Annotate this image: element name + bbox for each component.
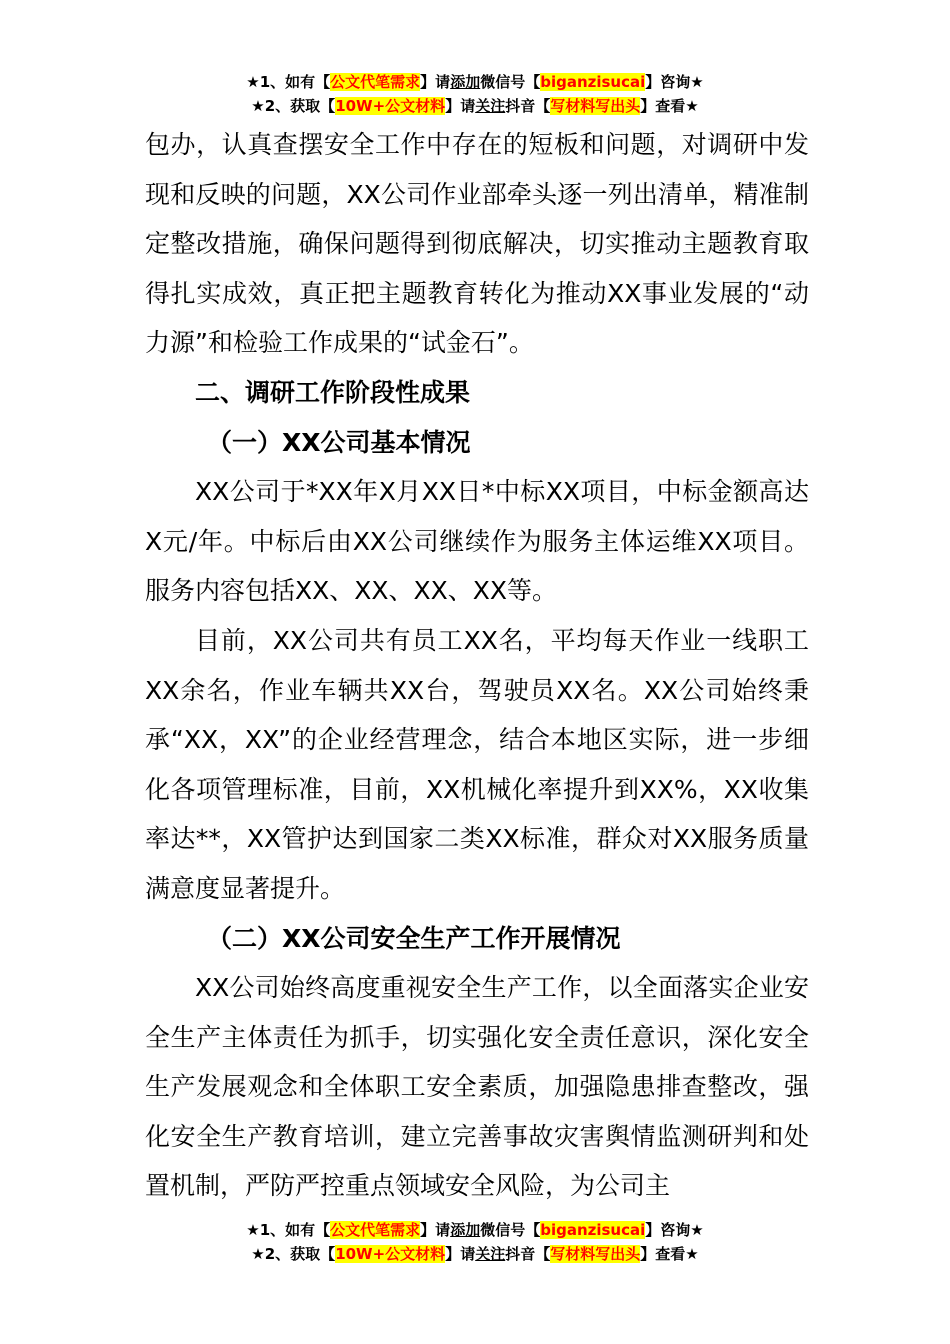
promo-banner-bottom	[0, 1218, 950, 1266]
promo-line-1: ★1、如有【公文代笔需求】请添加微信号【biganzisucai】咨询★	[246, 73, 704, 91]
subheading-basic-info: （一）XX公司基本情况	[207, 427, 471, 457]
promo-line-1: ★1、如有【公文代笔需求】请添加微信号【biganzisucai】咨询★	[246, 1221, 704, 1239]
promo-banner-top	[0, 70, 950, 118]
promo-highlight: 公文代笔需求	[330, 73, 421, 91]
promo-highlight: 写材料写出头	[550, 97, 641, 115]
paragraph: XX公司始终高度重视安全生产工作，以全面落实企业安全生产主体责任为抓手，切实强化安全责任意识，深化安全生产发展观念和全体职工安全素质，加强隐患排查整改，强化安全生产教育培训，建立完善事故灾害舆情监测研判和处置机制，严防严控重点领域安全风险，为公司主	[145, 973, 809, 1201]
promo-highlight: biganzisucai	[540, 73, 646, 91]
document-body	[145, 120, 809, 1211]
promo-highlight: 10W+公文材料	[335, 97, 446, 115]
promo-highlight: 公文代笔需求	[330, 1221, 421, 1239]
section-heading: 二、调研工作阶段性成果	[195, 377, 471, 407]
promo-highlight: biganzisucai	[540, 1221, 646, 1239]
promo-highlight: 10W+公文材料	[335, 1245, 446, 1263]
paragraph: 目前，XX公司共有员工XX名，平均每天作业一线职工XX余名，作业车辆共XX台，驾驶员XX名。XX公司始终秉承“XX，XX”的企业经营理念，结合本地区实际，进一步细化各项管理标准，目前，XX机械化率提升到XX%，XX收集率达**，XX管护达到国家二类XX标准，群众对XX服务质量满意度显著提升。	[145, 625, 809, 903]
paragraph: XX公司于*XX年X月XX日*中标XX项目，中标金额高达X元/年。中标后由XX公司继续作为服务主体运维XX项目。服务内容包括XX、XX、XX、XX等。	[145, 477, 809, 606]
promo-line-2: ★2、获取【10W+公文材料】请关注抖音【写材料写出头】查看★	[251, 97, 699, 115]
subheading-safety: （二）XX公司安全生产工作开展情况	[207, 923, 621, 953]
paragraph-continued: 包办，认真查摆安全工作中存在的短板和问题，对调研中发现和反映的问题，XX公司作业部牵头逐一列出清单，精准制定整改措施，确保问题得到彻底解决，切实推动主题教育取得扎实成效，真正把主题教育转化为推动XX事业发展的“动力源”和检验工作成果的“试金石”。	[145, 130, 809, 358]
promo-highlight: 写材料写出头	[550, 1245, 641, 1263]
promo-line-2: ★2、获取【10W+公文材料】请关注抖音【写材料写出头】查看★	[251, 1245, 699, 1263]
